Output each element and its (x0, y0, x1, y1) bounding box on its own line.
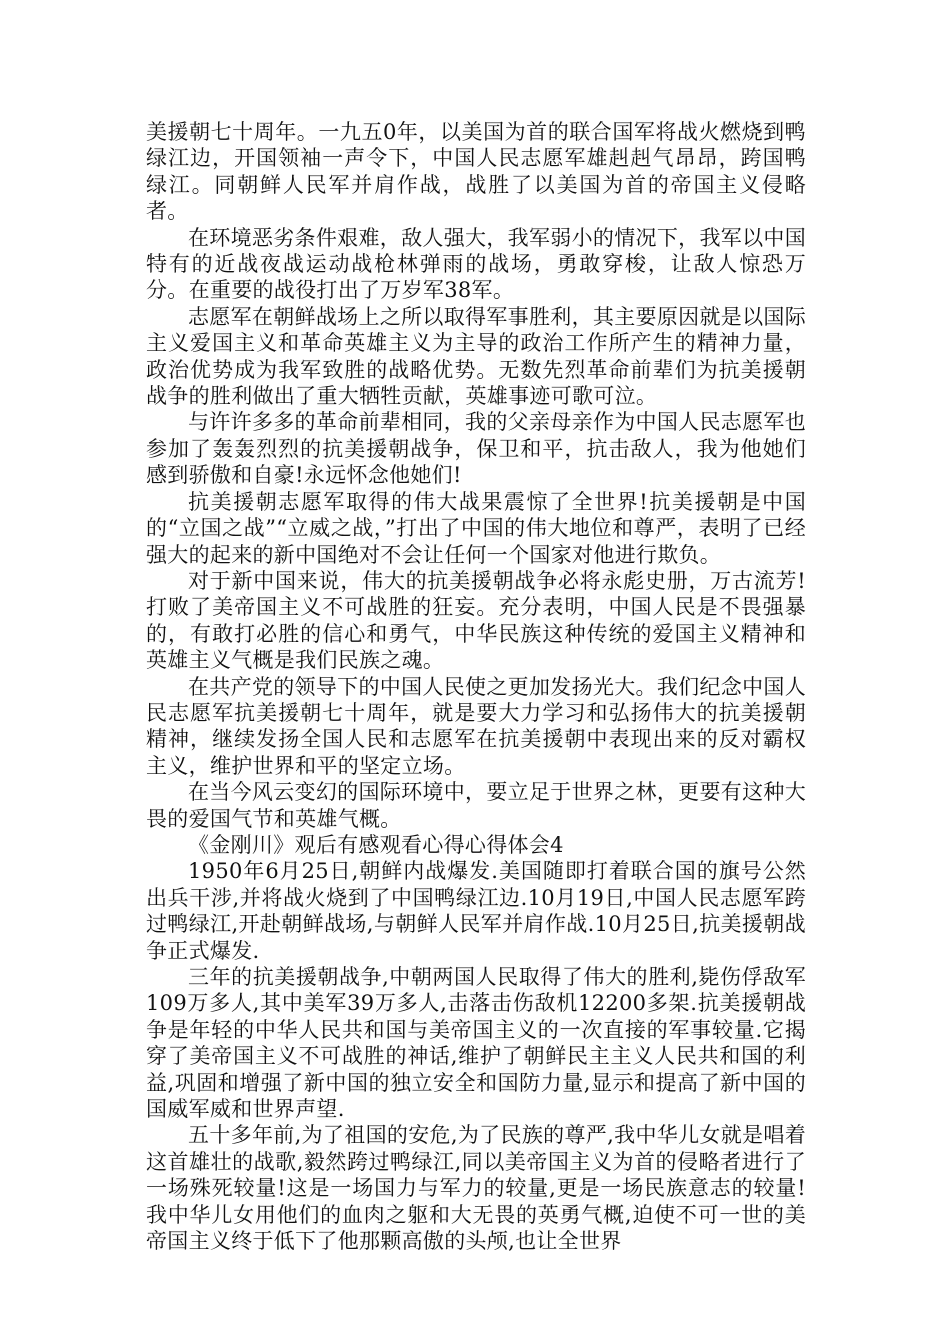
paragraph: 1950年6月25日,朝鲜内战爆发.美国随即打着联合国的旗号公然出兵干涉,并将战火烧到了中国鸭绿江边.10月19日,中国人民志愿军跨过鸭绿江,开赴朝鲜战场,与朝鲜人民军并肩作战.10月25日,抗美援朝战争正式爆发. (146, 859, 806, 963)
paragraph: 与许许多多的革命前辈相同，我的父亲母亲作为中国人民志愿军也参加了轰轰烈烈的抗美援朝战争，保卫和平，抗击敌人，我为他她们感到骄傲和自豪!永远怀念他她们! (146, 410, 806, 488)
paragraph: 三年的抗美援朝战争,中朝两国人民取得了伟大的胜利,毙伤俘敌军109万多人,其中美军39万多人,击落击伤敌机12200多架.抗美援朝战争是年轻的中华人民共和国与美帝国主义的一次直接的军事较量.它揭穿了美帝国主义不可战胜的神话,维护了朝鲜民主主义人民共和国的利益,巩固和增强了新中国的独立安全和国防力量,显示和提高了新中国的国威军威和世界声望. (146, 965, 806, 1122)
paragraph: 在当今风云变幻的国际环境中，要立足于世界之林，更要有这种大畏的爱国气节和英雄气概。 (146, 780, 806, 831)
paragraph: 在环境恶劣条件艰难，敌人强大，我军弱小的情况下，我军以中国特有的近战夜战运动战枪林弹雨的战场，勇敢穿梭，让敌人惊恐万分。在重要的战役打出了万岁军38军。 (146, 225, 806, 303)
paragraph: 对于新中国来说，伟大的抗美援朝战争必将永彪史册，万古流芳!打败了美帝国主义不可战胜的狂妄。充分表明，中国人民是不畏强暴的，有敢打必胜的信心和勇气，中华民族这种传统的爱国主义精神和英雄主义气概是我们民族之魂。 (146, 568, 806, 673)
paragraph: 五十多年前,为了祖国的安危,为了民族的尊严,我中华儿女就是唱着这首雄壮的战歌,毅然跨过鸭绿江,同以美帝国主义为首的侵略者进行了一场殊死较量!这是一场国力与军力的较量,更是一场民族意志的较量!我中华儿女用他们的血肉之躯和大无畏的英勇气概,迫使不可一世的美帝国主义终于低下了他那颗高傲的头颅,也让全世界 (146, 1123, 806, 1254)
section-title: 《金刚川》观后有感观看心得心得体会4 (188, 832, 564, 857)
paragraph: 抗美援朝志愿军取得的伟大战果震惊了全世界!抗美援朝是中国的“立国之战”“立威之战，”打出了中国的伟大地位和尊严，表明了已经强大的起来的新中国绝对不会让任何一个国家对他进行欺负。 (146, 489, 806, 567)
paragraph: 在共产党的领导下的中国人民使之更加发扬光大。我们纪念中国人民志愿军抗美援朝七十周年，就是要大力学习和弘扬伟大的抗美援朝精神，继续发扬全国人民和志愿军在抗美援朝中表现出来的反对霸权主义，维护世界和平的坚定立场。 (146, 674, 806, 778)
paragraph: 志愿军在朝鲜战场上之所以取得军事胜利，其主要原因就是以国际主义爱国主义和革命英雄主义为主导的政治工作所产生的精神力量，政治优势成为我军致胜的战略优势。无数先烈革命前辈们为抗美援朝战争的胜利做出了重大牺牲贡献，英雄事迹可歌可泣。 (146, 304, 806, 409)
document-body (146, 119, 806, 1254)
paragraph: 美援朝七十周年。一九五0年，以美国为首的联合国军将战火燃烧到鸭绿江边，开国领袖一声令下，中国人民志愿军雄赳赳气昂昂，跨国鸭绿江。同朝鲜人民军并肩作战，战胜了以美国为首的帝国主义侵略者。 (146, 120, 806, 224)
